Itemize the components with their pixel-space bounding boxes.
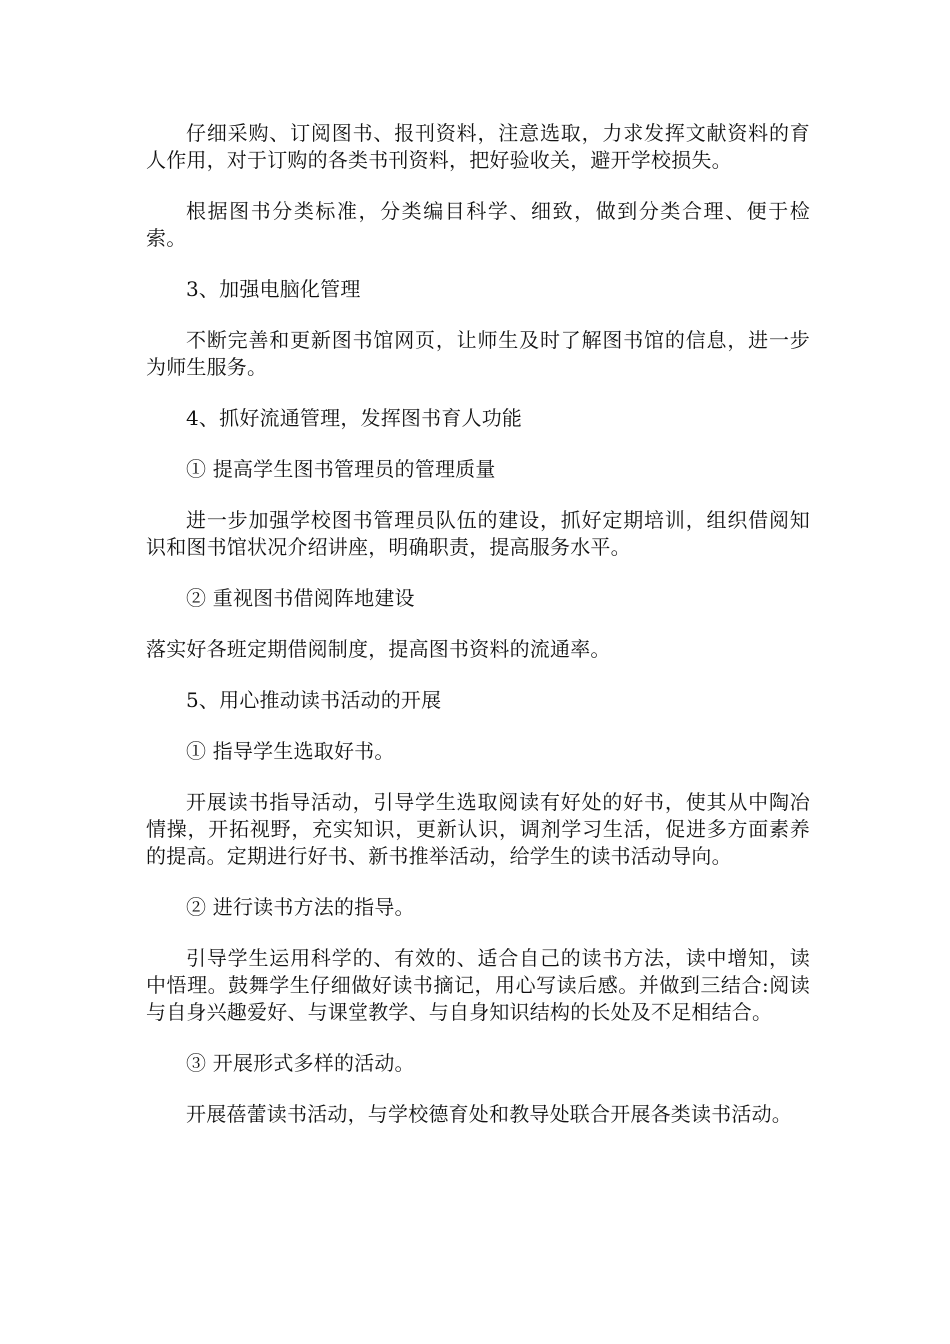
subheading-choose-good-books: ① 指导学生选取好书。 bbox=[186, 739, 395, 763]
subheading-various-activities: ③ 开展形式多样的活动。 bbox=[186, 1051, 415, 1075]
subheading-borrowing-base: ② 重视图书借阅阵地建设 bbox=[186, 586, 415, 610]
document-page bbox=[146, 120, 810, 1152]
paragraph-borrowing-system: 落实好各班定期借阅制度，提高图书资料的流通率。 bbox=[146, 637, 611, 661]
subheading-student-librarian-quality: ① 提高学生图书管理员的管理质量 bbox=[186, 457, 496, 481]
subheading-reading-methods: ② 进行读书方法的指导。 bbox=[186, 895, 415, 919]
paragraph-reading-methods: 引导学生运用科学的、有效的、适合自己的读书方法，读中增知，读中悟理。鼓舞学生仔细做好读书摘记，用心写读后感。并做到三结合:阅读与自身兴趣爱好、与课堂教学、与自身知识结构的长处及不足相结合。 bbox=[146, 946, 810, 1024]
paragraph-bud-reading-activity: 开展蓓蕾读书活动，与学校德育处和教导处联合开展各类读书活动。 bbox=[186, 1102, 792, 1126]
paragraph-librarian-training: 进一步加强学校图书管理员队伍的建设，抓好定期培训，组织借阅知识和图书馆状况介绍讲座，明确职责，提高服务水平。 bbox=[146, 508, 810, 559]
paragraph-procurement: 仔细采购、订阅图书、报刊资料，注意选取，力求发挥文献资料的育人作用，对于订购的各类书刊资料，把好验收关，避开学校损失。 bbox=[146, 121, 810, 172]
paragraph-library-webpage: 不断完善和更新图书馆网页，让师生及时了解图书馆的信息，进一步为师生服务。 bbox=[146, 328, 810, 379]
section-heading-reading-activities: 5、用心推动读书活动的开展 bbox=[186, 688, 442, 712]
section-heading-circulation-management: 4、抓好流通管理，发挥图书育人功能 bbox=[186, 406, 523, 430]
paragraph-cataloging: 根据图书分类标准，分类编目科学、细致，做到分类合理、便于检索。 bbox=[146, 199, 810, 250]
paragraph-reading-guidance: 开展读书指导活动，引导学生选取阅读有好处的好书，使其从中陶冶情操，开拓视野，充实知识，更新认识，调剂学习生活，促进多方面素养的提高。定期进行好书、新书推举活动，给学生的读书活动导向。 bbox=[146, 790, 810, 868]
section-heading-computerized-management: 3、加强电脑化管理 bbox=[186, 277, 361, 301]
